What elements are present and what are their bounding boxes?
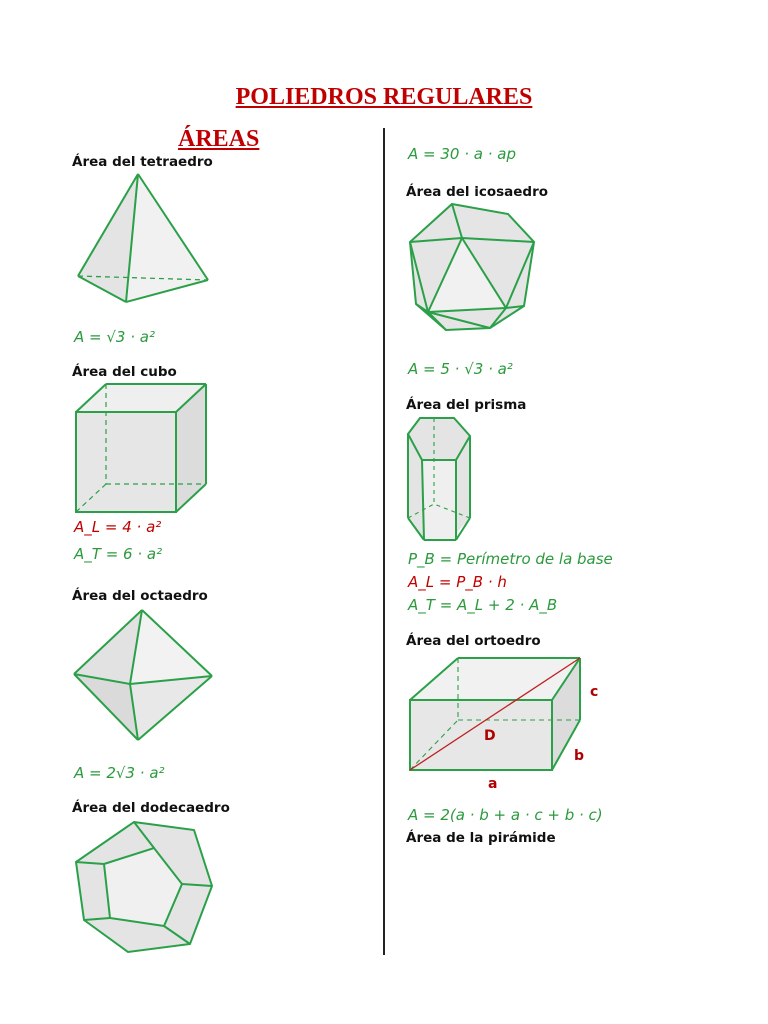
cubo-label: Área del cubo bbox=[72, 364, 177, 380]
column-divider bbox=[383, 128, 385, 955]
dodecaedro-figure bbox=[70, 818, 220, 958]
octaedro-figure bbox=[70, 606, 218, 746]
cubo-formula-lateral: A_L = 4 · a² bbox=[74, 518, 162, 536]
piramide-label: Área de la pirámide bbox=[406, 830, 556, 846]
ortoedro-edge-b-label: b bbox=[574, 748, 585, 764]
prisma-formula-pb: P_B = Perímetro de la base bbox=[408, 550, 613, 568]
tetraedro-figure bbox=[70, 168, 220, 313]
icosaedro-figure bbox=[404, 200, 544, 340]
octaedro-label: Área del octaedro bbox=[72, 588, 208, 604]
ortoedro-label: Área del ortoedro bbox=[406, 633, 541, 649]
octaedro-formula: A = 2√3 · a² bbox=[74, 764, 165, 782]
ortoedro-formula: A = 2(a · b + a · c + b · c) bbox=[408, 806, 603, 824]
prisma-label: Área del prisma bbox=[406, 397, 527, 413]
tetraedro-formula: A = √3 · a² bbox=[74, 328, 155, 346]
prisma-formula-total: A_T = A_L + 2 · A_B bbox=[408, 596, 558, 614]
cubo-figure bbox=[70, 378, 215, 518]
icosaedro-label: Área del icosaedro bbox=[406, 184, 549, 200]
section-title-areas: ÁREAS bbox=[178, 126, 260, 152]
dodecaedro-label: Área del dodecaedro bbox=[72, 800, 230, 816]
dodecaedro-formula: A = 30 · a · ap bbox=[408, 145, 516, 163]
prisma-figure bbox=[402, 414, 482, 546]
ortoedro-edge-c-label: c bbox=[590, 684, 599, 700]
page-title: POLIEDROS REGULARES bbox=[235, 84, 533, 110]
prisma-formula-lateral: A_L = P_B · h bbox=[408, 573, 507, 591]
ortoedro-edge-a-label: a bbox=[488, 776, 498, 792]
cubo-formula-total: A_T = 6 · a² bbox=[74, 545, 163, 563]
ortoedro-figure bbox=[402, 650, 612, 792]
tetraedro-label: Área del tetraedro bbox=[72, 154, 213, 170]
icosaedro-formula: A = 5 · √3 · a² bbox=[408, 360, 513, 378]
ortoedro-diagonal-label: D bbox=[484, 728, 496, 744]
